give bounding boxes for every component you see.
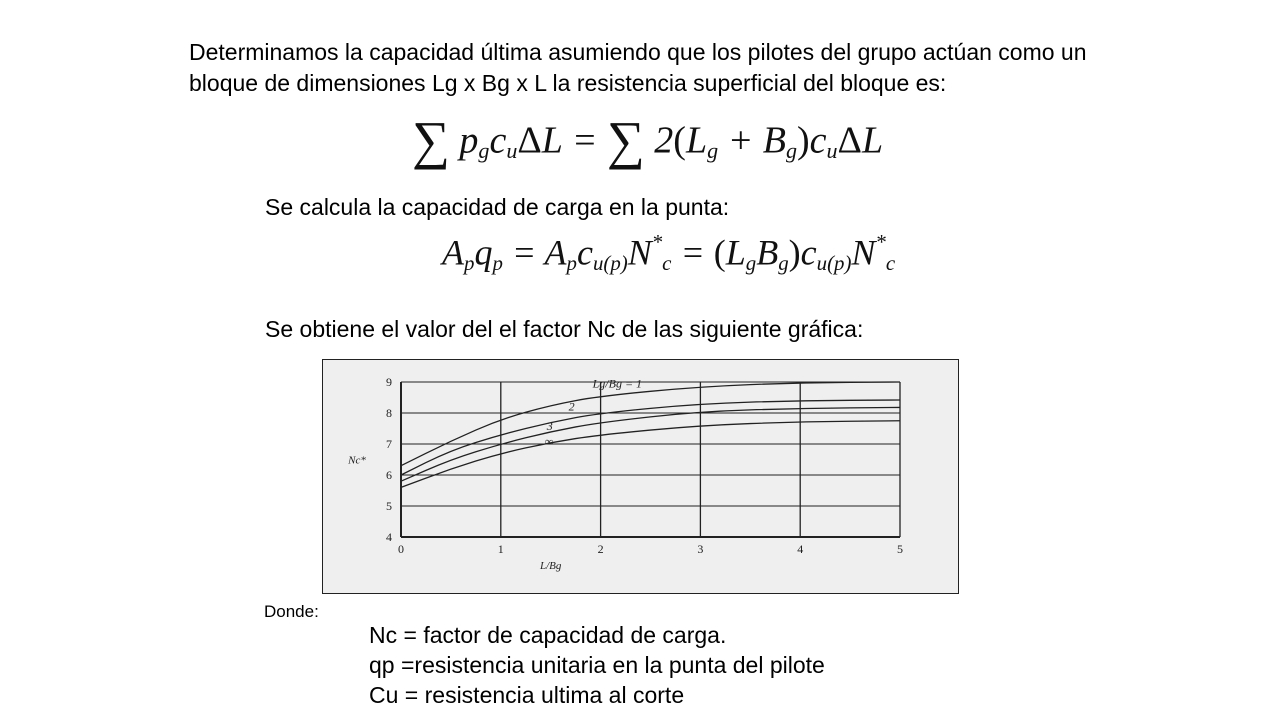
x-tick-label: 0	[398, 542, 404, 556]
x-tick-label: 5	[897, 542, 903, 556]
intro-paragraph: Determinamos la capacidad última asumiendo que los pilotes del grupo actúan como un bloque de dimensiones Lg x Bg x L la resistencia superficial del bloque es:	[189, 39, 1087, 96]
series-line-1	[401, 382, 900, 466]
chart-axes	[401, 382, 900, 537]
chart-labels	[347, 375, 903, 572]
definitions-list	[369, 620, 825, 710]
definition-cu: Cu = resistencia ultima al corte	[369, 682, 685, 708]
donde-label: Donde:	[264, 602, 319, 621]
y-axis-title: Nc*	[348, 454, 366, 467]
series-label-1: Lg/Bg = 1	[592, 376, 643, 391]
chart-canvas	[323, 360, 960, 595]
series-label-4: ∞	[544, 434, 554, 449]
series-line-2	[401, 400, 900, 475]
nc-factor-chart	[322, 359, 959, 594]
x-tick-label: 4	[797, 542, 804, 556]
y-tick-label: 5	[386, 499, 392, 513]
x-tick-label: 1	[497, 542, 504, 556]
series-label-2: 2	[568, 399, 575, 414]
y-tick-label: 6	[386, 468, 392, 482]
skin-resistance-equation: ∑ $p_gc_u\Delta L$ = ∑ $2(L_g + B_g)c_u\Delta L$	[412, 111, 884, 170]
chart-grid	[401, 382, 900, 537]
graph-intro-line: Se obtiene el valor del el factor Nc de las siguiente gráfica:	[265, 316, 864, 342]
tip-capacity-equation: $A_pq_p = A_pc_{u(p)}N^*_c = (L_gB_g)c_{u(p)}N^*_c$	[442, 230, 896, 275]
y-tick-label: 4	[386, 530, 392, 544]
tip-capacity-line: Se calcula la capacidad de carga en la punta:	[265, 194, 730, 220]
definition-qp: qp =resistencia unitaria en la punta del pilote	[369, 652, 825, 678]
chart-series	[401, 382, 900, 487]
y-tick-label: 9	[386, 375, 392, 389]
definition-nc: Nc = factor de capacidad de carga.	[369, 622, 727, 648]
y-tick-label: 8	[386, 406, 392, 420]
y-tick-label: 7	[386, 437, 392, 451]
x-tick-label: 2	[597, 542, 604, 556]
x-tick-label: 3	[697, 542, 704, 556]
x-axis-title: L/Bg	[539, 560, 562, 572]
series-label-3: 3	[546, 419, 553, 434]
